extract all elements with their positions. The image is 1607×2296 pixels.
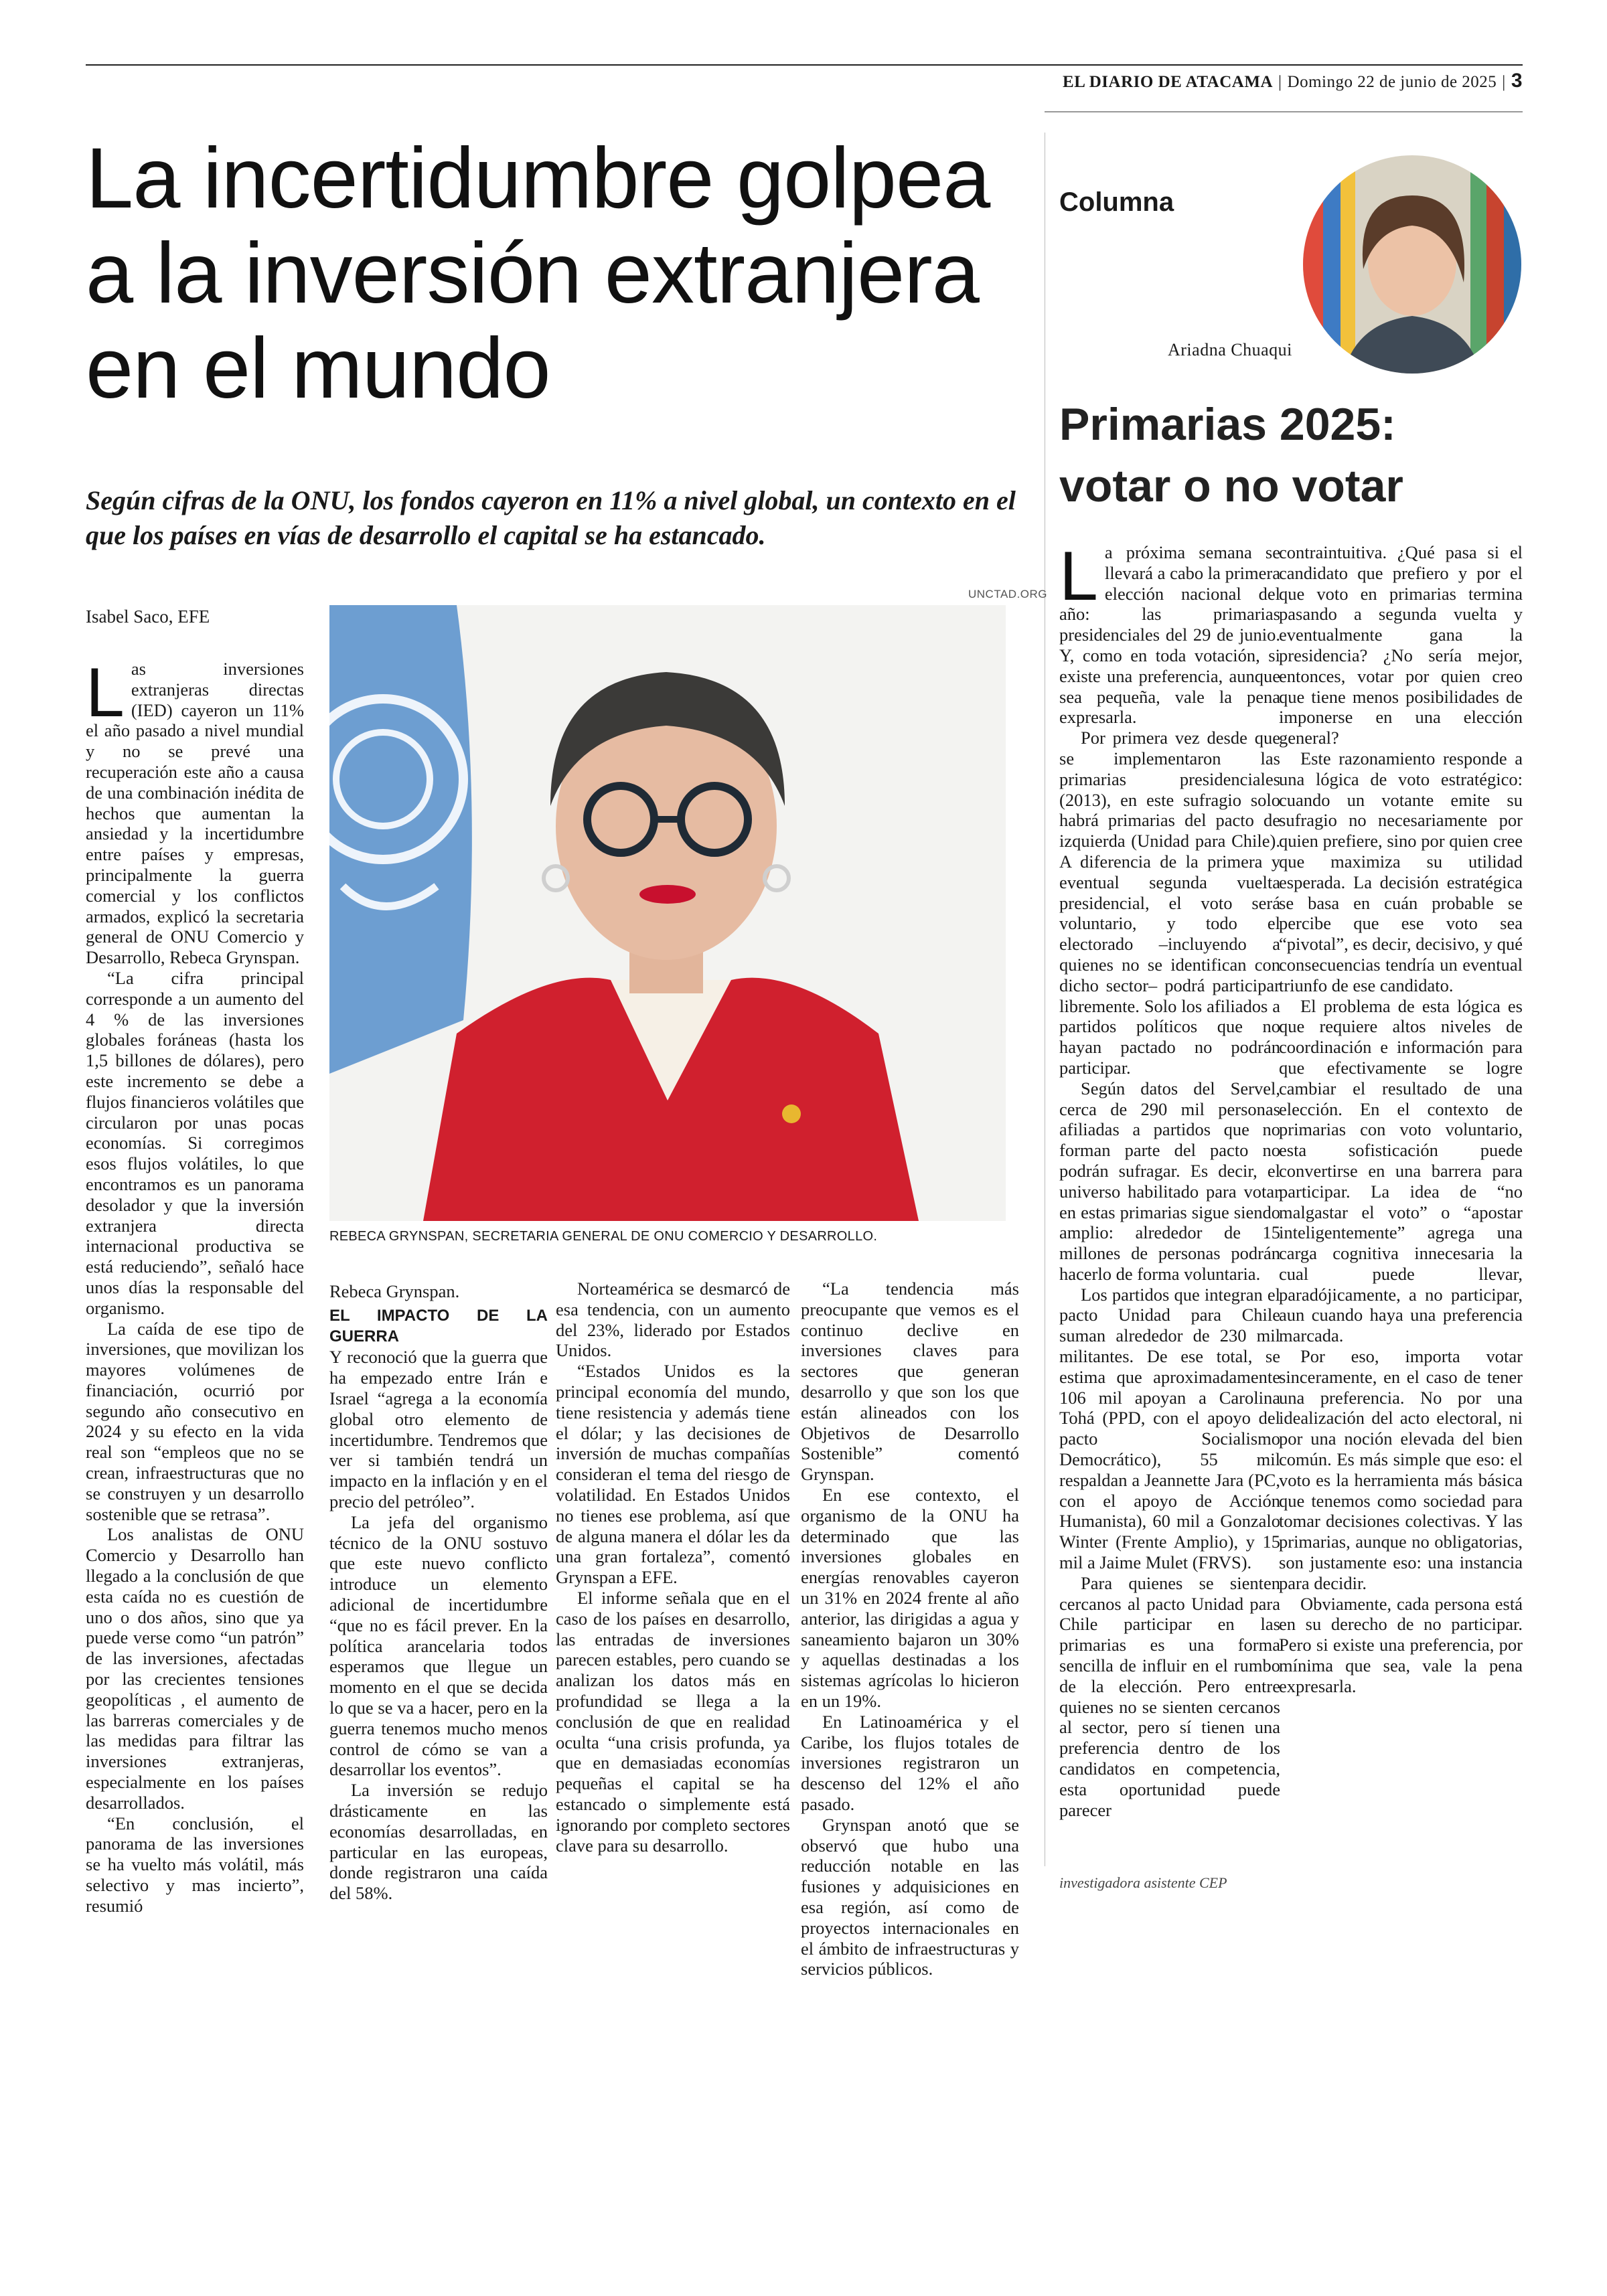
- paragraph: contraintuitiva. ¿Qué pasa si el candidato que prefiero y por el que voto en primarias termina pasando a segunda vuelta y eventualmente gana la presidencia? ¿No sería mejor, entonces, votar por quien creo que tiene menos posibilidades de imponerse en una elección general?: [1279, 542, 1523, 748]
- drop-cap: L: [86, 654, 125, 732]
- opinion-column-2: [1279, 542, 1523, 1697]
- paragraph: Los analistas de ONU Comercio y Desarrollo han llegado a la conclusión de que esta caída no es cuestión de uno o dos años, sino que ya puede verse como “un patrón” de las inversiones, afectadas por las crecientes tensiones geopolíticas , el aumento de las barreras comerciales y de las medidas para filtrar las inversiones extranjeras, especialmente en los países desarrollados.: [86, 1524, 304, 1813]
- article-column-1: [86, 654, 305, 1916]
- top-rule: [86, 64, 1523, 66]
- paragraph: Grynspan anotó que se observó que hubo una reducción notable en las fusiones y adquisiciones en esa región, así como de proyectos internacionales en el ámbito de infraestructuras y servicios públicos.: [801, 1814, 1019, 1979]
- paragraph: La inversión se redujo drásticamente en las economías desarrolladas, en particular en las europeas, donde registraron una caída del 58%.: [329, 1780, 548, 1904]
- paragraph: Los partidos que integran el pacto Unidad para Chile suman alrededor de 230 mil militantes. De ese total, se estima que aproximadamente 106 mil apoyan a Carolina Tohá (PPD, con el apoyo del pacto Socialismo Democrático), 55 mil respaldan a Jeannette Jara (PC, con el apoyo de Acción Humanista), 60 mil a Gonzalo Winter (Frente Amplio), y 15 mil a Jaime Mulet (FRVS).: [1059, 1284, 1280, 1573]
- paragraph: Según datos del Servel, cerca de 290 mil personas afiliadas a partidos que no forman parte del pacto no podrán sufragar. Es decir, el universo habilitado para votar en estas primarias sigue siendo amplio: alrededor de 15 millones de personas podrán hacerlo de forma voluntaria.: [1059, 1078, 1280, 1284]
- newspaper-name: EL DIARIO DE ATACAMA: [1063, 73, 1273, 91]
- author-portrait: [1303, 155, 1521, 374]
- paragraph: Por eso, importa votar sinceramente, en el caso de tener una preferencia. No por una idealización del acto electoral, ni por una noción elevada del bien común. Es más simple que eso: el voto es la herramienta más básica que tenemos como sociedad para tomar decisiones colectivas. Y las primarias, aunque no obligatorias, son justamente eso: una instancia para decidir.: [1279, 1346, 1523, 1593]
- paragraph: Rebeca Grynspan.: [329, 1281, 460, 1301]
- paragraph: Por primera vez desde que se implementaron las primarias presidenciales (2013), en este sufragio solo habrá primarias del pacto de izquierda (Unidad para Chile). A diferencia de la primera y eventual segunda vuelta presidencial, el voto será voluntario, y todo el electorado –incluyendo a quienes no se identifican con dicho sector– podrá participar libremente. Solo los afiliados a partidos políticos que no hayan pactado no podrán participar.: [1059, 728, 1280, 1078]
- paragraph: La jefa del organismo técnico de la ONU sostuvo que este nuevo conflicto introduce un elemento adicional de incertidumbre “que no es fácil prever. En la política arancelaria todos esperamos que llegue un momento en el que se decida lo que se va a hacer, pero en la guerra tenemos mucho menos control de cómo se van a desarrollar los eventos”.: [329, 1511, 548, 1780]
- article-byline: Isabel Saco, EFE: [86, 606, 210, 627]
- paragraph: En Latinoamérica y el Caribe, los flujos totales de inversiones registraron un descenso del 12% el año pasado.: [801, 1711, 1019, 1814]
- paragraph: Para quienes se sienten cercanos al pacto Unidad para Chile participar en las primarias es una forma sencilla de influir en el rumbo de la elección. Pero entre quienes no se sienten cercanos al sector, pero sí tienen una preferencia dentro de los candidatos en competencia, esta oportunidad puede parecer: [1059, 1572, 1280, 1820]
- article-column-2: [329, 1281, 548, 1904]
- opinion-column-1: [1059, 538, 1280, 1820]
- author-avatar: [1303, 155, 1521, 374]
- article-deck: Según cifras de la ONU, los fondos cayeron en 11% a nivel global, un contexto en el que los países en vías de desarrollo el capital se ha estancado.: [86, 485, 1016, 550]
- issue-date: Domingo 22 de junio de 2025: [1287, 73, 1497, 91]
- paragraph: Norteamérica se desmarcó de esa tendencia, con un aumento del 23%, liderado por Estados Unidos.: [556, 1279, 790, 1361]
- page-header: EL DIARIO DE ATACAMA | Domingo 22 de junio de 2025 | 3: [1063, 70, 1523, 92]
- paragraph: as inversiones extranjeras directas (IED) cayeron un 11% el año pasado a nivel mundial y no se prevé una recuperación este año a causa de una combinación inédita de hechos que aumentan la ansiedad y la incertidumbre entre países y empresas, principalmente la guerra comercial y los conflictos armados, explicó la secretaria general de ONU Comercio y Desarrollo, Rebeca Grynspan.: [86, 659, 304, 968]
- paragraph: La caída de ese tipo de inversiones, que movilizan los mayores volúmenes de financiación, ocurrió por segundo año consecutivo en 2024 y su efecto en la vida real son “empleos que no se crean, infraestructuras que no se construyen y un desarrollo sostenible que se retrasa”.: [86, 1318, 304, 1524]
- photo-credit: UNCTAD.ORG: [968, 588, 1048, 600]
- subheading: EL IMPACTO DE LA GUERRA: [329, 1306, 548, 1345]
- paragraph: Obviamente, cada persona está en su derecho de no participar. Pero si existe una preferencia, por mínima que sea, vale la pena expresarla.: [1279, 1593, 1523, 1696]
- paragraph: “En conclusión, el panorama de las inversiones se ha vuelto más volátil, más selectivo y mas incierto”, resumió: [86, 1813, 304, 1916]
- column-author: Ariadna Chuaqui: [1168, 340, 1292, 359]
- paragraph: “Estados Unidos es la principal economía del mundo, tiene resistencia y además tiene el dólar; y las decisiones de inversión de muchas compañías consideran el tema del riesgo de volatilidad. En Estados Unidos no tienes ese problema, así que de alguna manera el dólar les da una gran fortaleza”, comentó Grynspan a EFE.: [556, 1361, 790, 1588]
- paragraph: Y reconoció que la guerra que ha empezado entre Irán e Israel “agrega a la economía global otro elemento de incertidumbre. Tendremos que ver si también tendrá un impacto en la inflación y en el precio del petróleo”.: [329, 1347, 548, 1511]
- paragraph: Este razonamiento responde a una lógica de voto estratégico: cuando un votante emite su sufragio no necesariamente por quien prefiere, sino por quien cree que maximiza su utilidad esperada. La decisión estratégica se basa en cuán probable se percibe que ese voto sea “pivotal”, es decir, decisivo, y qué consecuencias tendría un eventual triunfo de ese candidato.: [1279, 748, 1523, 995]
- paragraph: “La tendencia más preocupante que vemos es el continuo declive en inversiones claves para sectores que generan desarrollo y que son los que están alineados con los Objetivos de Desarrollo Sostenible” comentó Grynspan.: [801, 1279, 1019, 1485]
- paragraph: El informe señala que en el caso de los países en desarrollo, las entradas de inversiones parecen estables, pero cuando se analizan los datos más en profundidad se llega a la conclusión de que en realidad oculta “una crisis profunda, ya que en demasiadas economías pequeñas el capital se ha estancado o simplemente está ignorando por completo sectores clave para su desarrollo.: [556, 1587, 790, 1856]
- paragraph: En ese contexto, el organismo de la ONU ha determinado que las inversiones globales en energías renovables cayeron un 31% en 2024 frente al año anterior, las dirigidas a agua y saneamiento bajaron un 30% y aquellas destinadas a los sistemas agrícolas lo hicieron en un 19%.: [801, 1484, 1019, 1711]
- column-top-rule: [1045, 111, 1523, 112]
- author-signoff: investigadora asistente CEP: [1059, 1874, 1227, 1891]
- drop-cap: L: [1059, 538, 1098, 615]
- article-column-4: [801, 1279, 1019, 1979]
- article-column-3: [556, 1279, 790, 1856]
- column-title: Primarias 2025: votar o no votar: [1059, 399, 1403, 511]
- portrait-photo: [329, 605, 1006, 1221]
- paragraph: a próxima semana se llevará a cabo la primera elección nacional del año: las primarias presidenciales del 29 de junio. Y, como en toda votación, si existe una preferencia, aunque sea pequeña, vale la pena expresarla.: [1059, 542, 1280, 728]
- paragraph: “La cifra principal corresponde a un aumento del 4 % de las inversiones globales foráneas (hasta los 1,5 billones de dólares), pero este incremento se debe a flujos financieros volátiles que circularon por unas pocas economías. Si corregimos esos flujos volátiles, lo que encontramos es un panorama desolador y que la inversión extranjera directa internacional productiva se está reduciendo”, señaló hace unos días la responsable del organismo.: [86, 967, 305, 1318]
- paragraph: El problema de esta lógica es que requiere altos niveles de coordinación e información para que efectivamente se logre cambiar el resultado de una elección. En el contexto de primarias con voto voluntario, esta sofisticación puede convertirse en una barrera para participar. La idea de “no malgastar el voto” o “apostar inteligentemente” agrega una carga cognitiva innecesaria la cual puede llevar, paradójicamente, a no participar, aun cuando haya una preferencia marcada.: [1279, 995, 1523, 1346]
- column-rubric: Columna: [1059, 187, 1174, 217]
- page-number: 3: [1511, 70, 1523, 92]
- portrait-illustration: [329, 605, 1006, 1221]
- article-headline: La incertidumbre golpea a la inversión extranjera en el mundo: [86, 131, 990, 416]
- photo-caption: REBECA GRYNSPAN, SECRETARIA GENERAL DE ONU COMERCIO Y DESARROLLO.: [329, 1229, 878, 1244]
